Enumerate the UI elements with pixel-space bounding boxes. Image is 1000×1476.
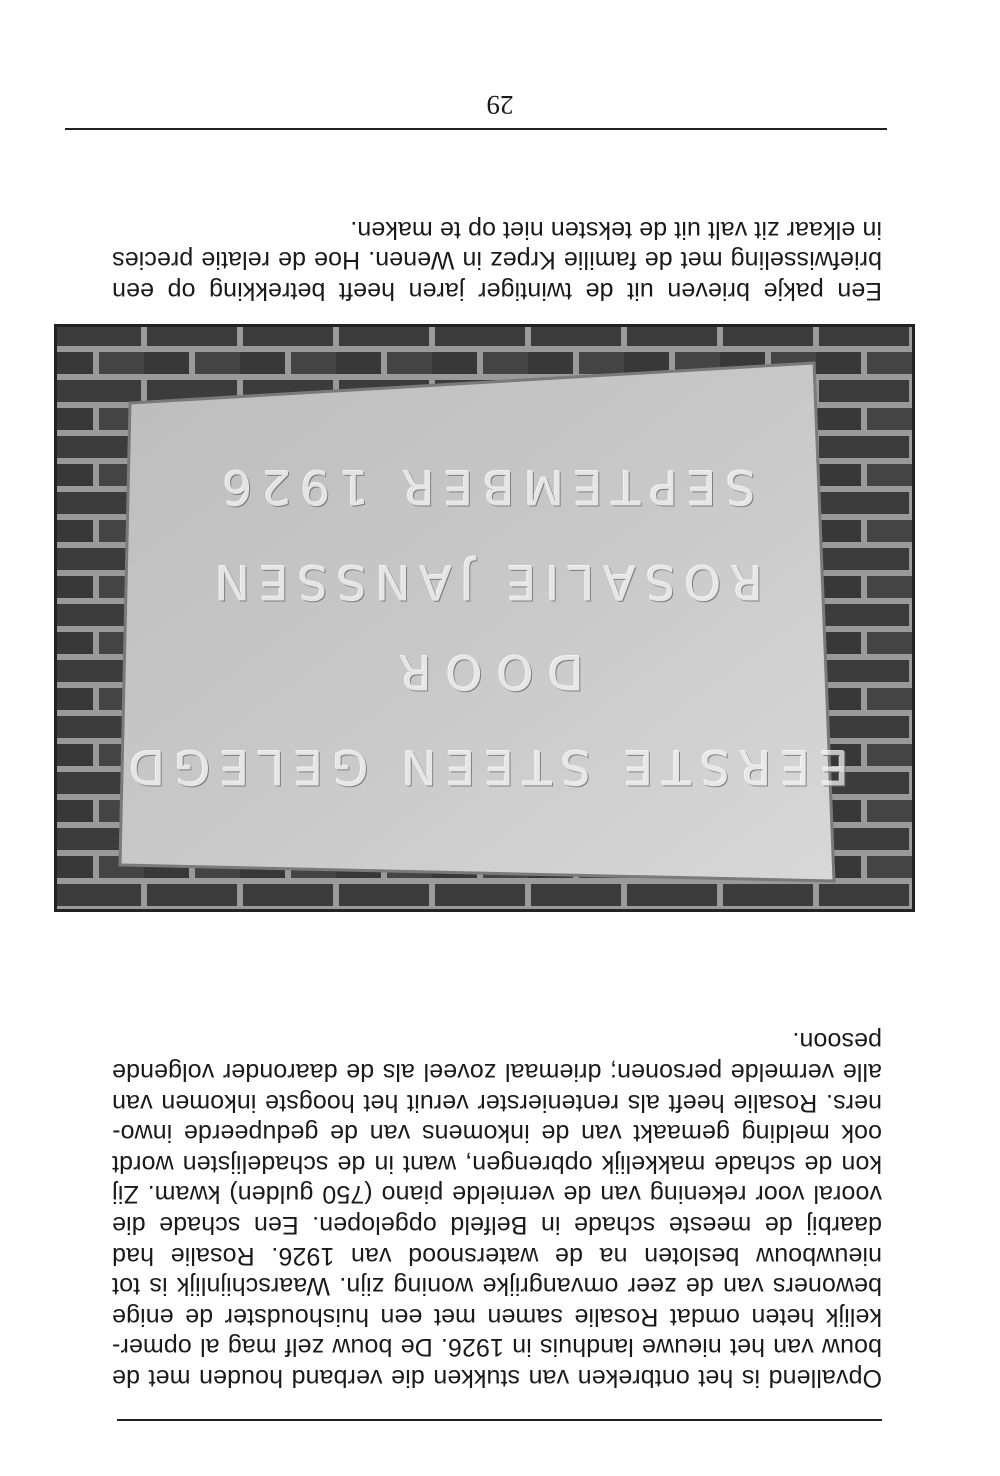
foundation-stone-photo bbox=[54, 324, 915, 912]
text-line: daarbij de meeste schade in Belfeld opgelopen. Een schade die bbox=[112, 1211, 882, 1240]
text-line: vooral voor rekening van de vernielde piano (750 gulden) kwam. Zij bbox=[112, 1180, 882, 1209]
inscription-line: SEPTEMBER 1926 bbox=[213, 459, 756, 514]
text-line: alle vermelde personen; driemaal zoveel als de daaronder volgende bbox=[112, 1058, 882, 1087]
inscription-line: ROSALIE JANSSEN bbox=[205, 554, 764, 609]
text-line: Opvallend is het ontbreken van stukken die verband houden met de bbox=[112, 1364, 882, 1392]
text-line: bouw van het nieuwe landhuis in 1926. De bouw zelf mag al opmer- bbox=[112, 1333, 882, 1362]
text-line: Een pakje brieven uit de twintiger jaren heeft betrekking op een bbox=[112, 277, 882, 305]
inscription-line: DOOR bbox=[385, 644, 584, 699]
brick-wall-illustration bbox=[57, 327, 912, 909]
inscription-line: EERSTE STEEN GELEGD bbox=[120, 739, 849, 794]
body-paragraph bbox=[112, 1026, 882, 1393]
body-paragraph bbox=[112, 214, 882, 306]
text-line: nieuwbouw besloten na de watersnood van 1926. Rosalie had bbox=[112, 1241, 882, 1270]
text-line: briefwisseling met de familie Krpez in Wenen. Hoe de relatie precies bbox=[112, 246, 882, 275]
text-line: ook melding gemaakt van de inkomens van de gedupeerde inwo- bbox=[112, 1119, 882, 1148]
top-rule bbox=[117, 1419, 882, 1421]
bottom-rule bbox=[65, 128, 887, 130]
text-line: bewoners van de zeer omvangrijke woning zijn. Waarschijnlijk is tot bbox=[112, 1272, 882, 1301]
text-line: pesoon. bbox=[792, 1027, 882, 1056]
text-line: kon de schade makkelijk opbrengen, want in de schadelijsten wordt bbox=[112, 1149, 882, 1178]
page-number: 29 bbox=[486, 90, 514, 120]
text-line: ners. Rosalie heeft als rentenierster veruit het hoogste inkomen van bbox=[112, 1088, 882, 1117]
foundation-stone bbox=[120, 363, 834, 881]
text-line: in elkaar zit valt uit de teksten niet op te maken. bbox=[350, 215, 882, 244]
text-line: kelijk heten omdat Rosalie samen met een huishoudster de enige bbox=[112, 1302, 882, 1331]
